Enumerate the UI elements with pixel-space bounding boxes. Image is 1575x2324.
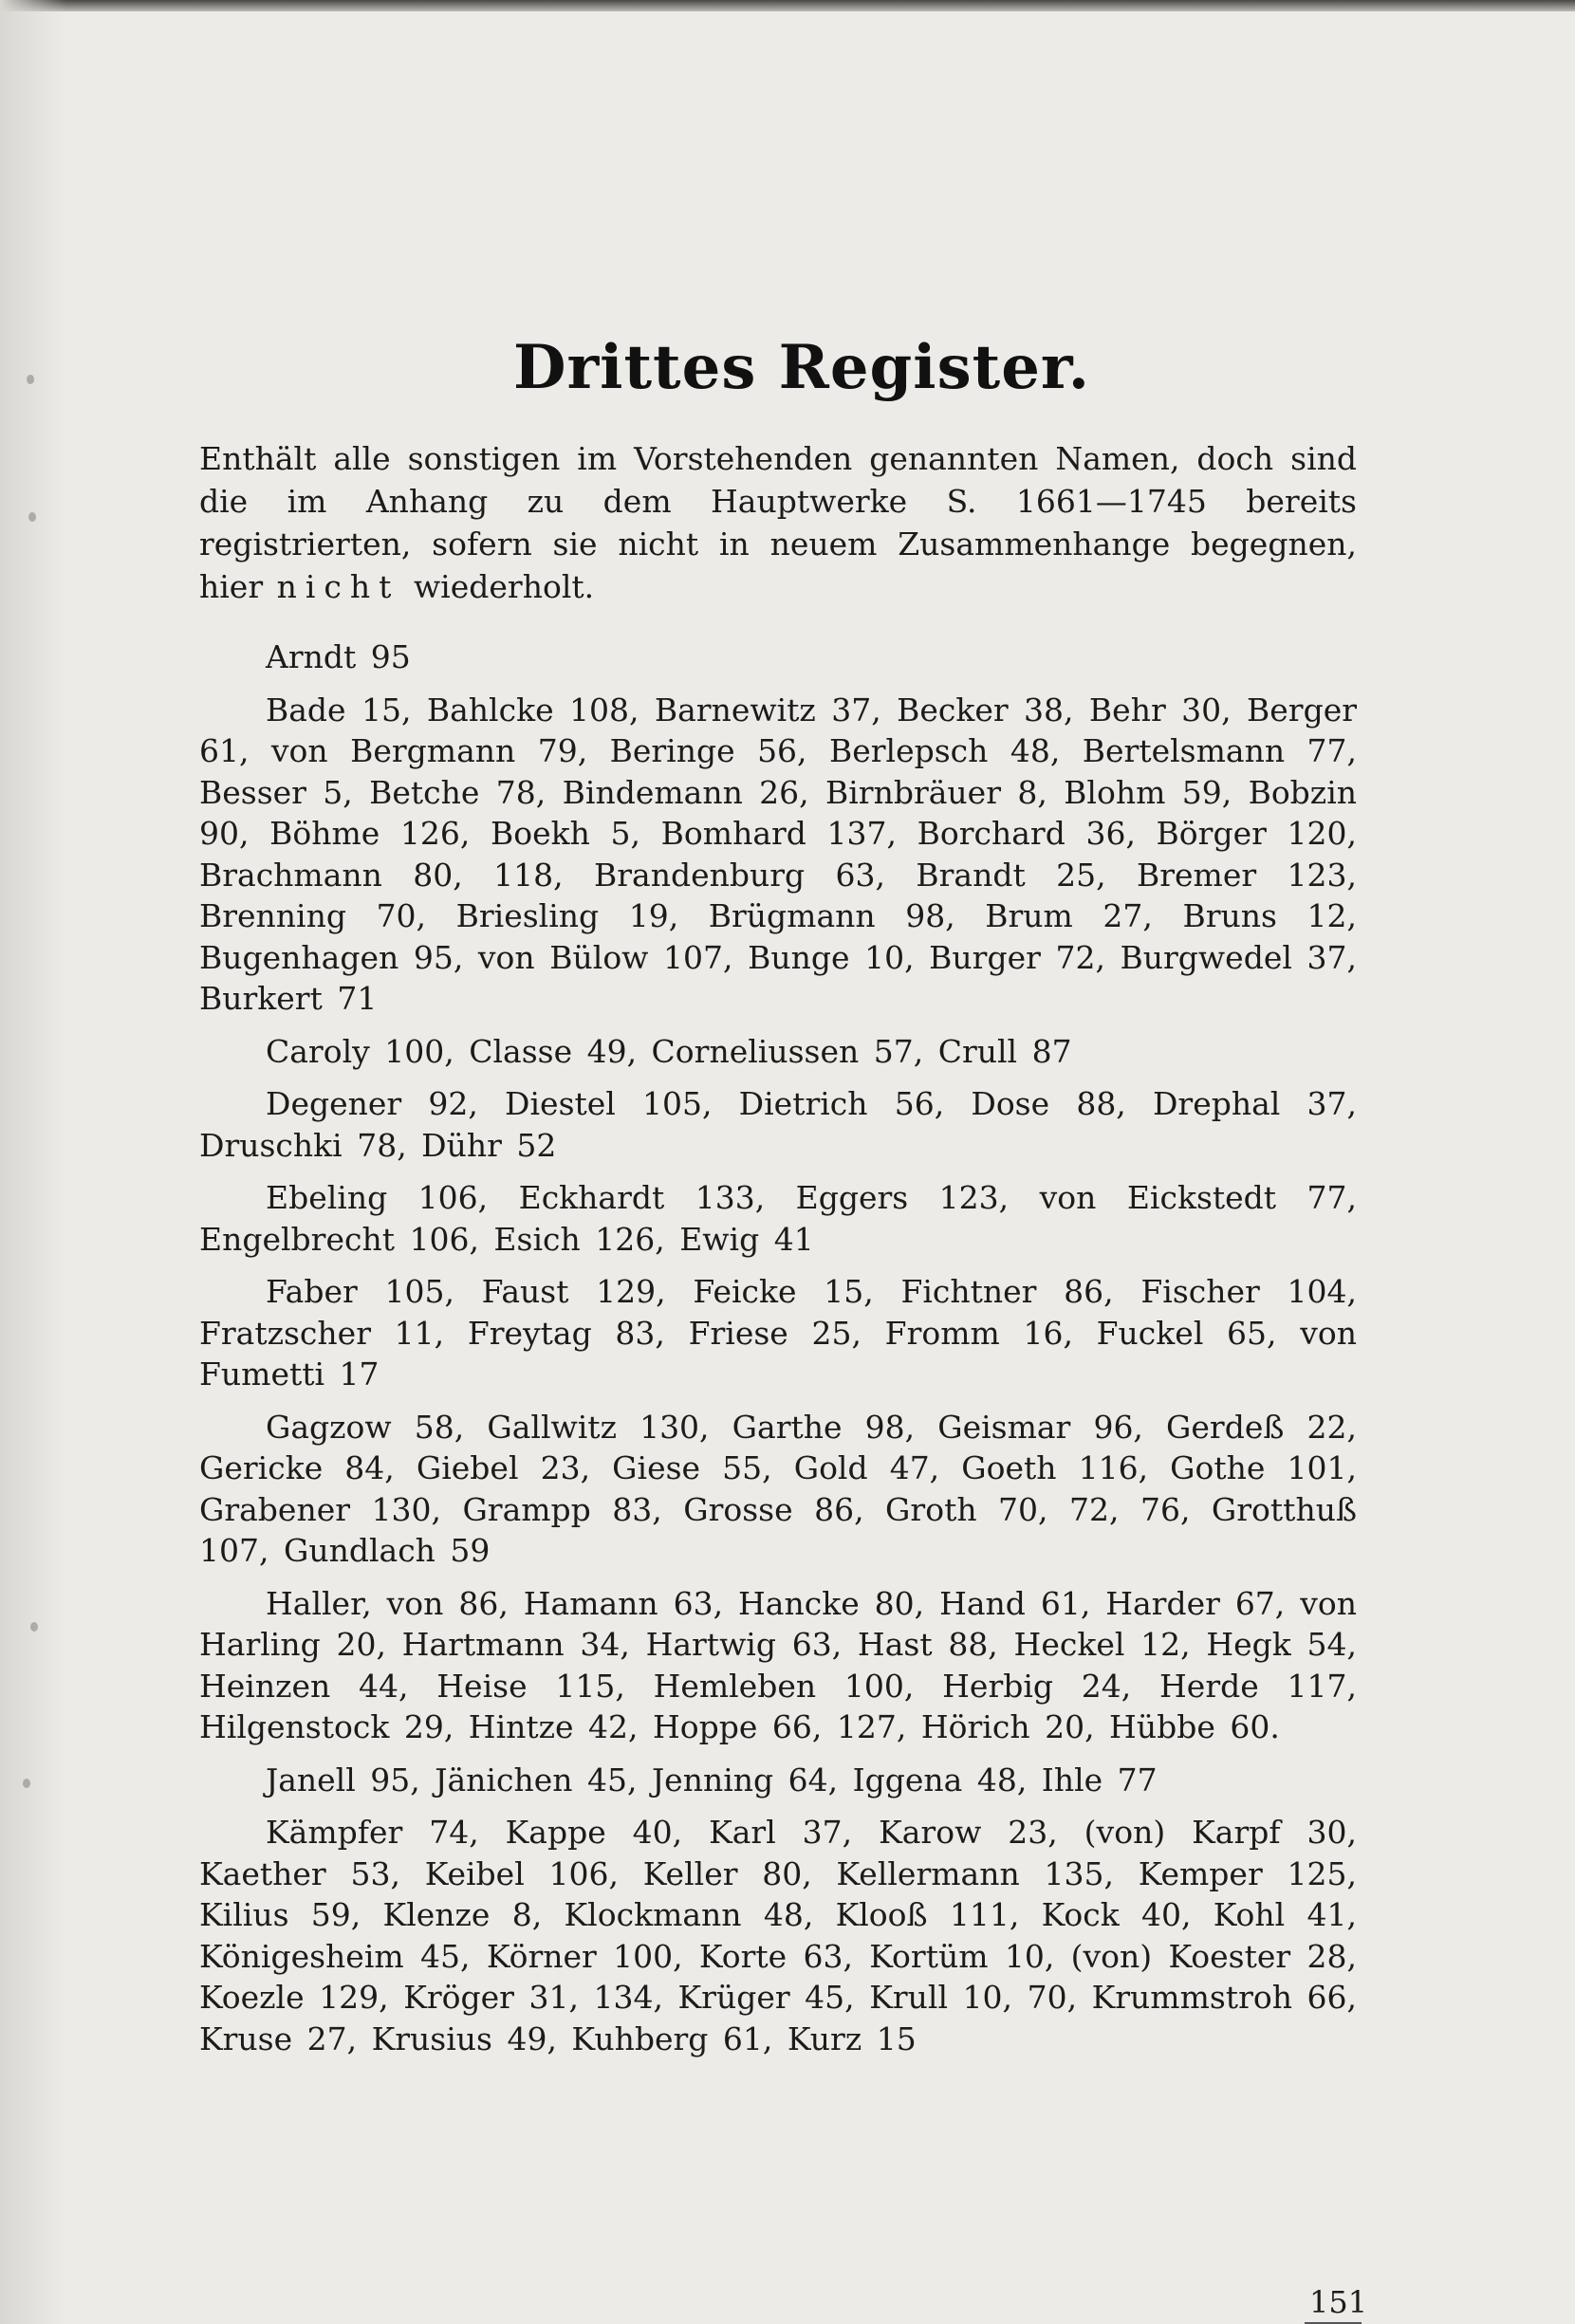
register-entry-d: Degener 92, Diestel 105, Dietrich 56, Dose 88, Drephal 37, Druschki 78, Dühr 52 bbox=[199, 1085, 1357, 1164]
intro-paragraph bbox=[199, 437, 1357, 608]
register-entry-i-j: Janell 95, Jänichen 45, Jenning 64, Iggena 48, Ihle 77 bbox=[266, 1761, 1158, 1798]
scan-gutter-shadow bbox=[0, 0, 66, 2324]
register-entry-b: Bade 15, Bahlcke 108, Barnewitz 37, Becker 38, Behr 30, Berger 61, von Bergmann 79, Beringe 56, Berlepsch 48, Bertelsmann 77, Besser 5, Betche 78, Bindemann 26, Birnbräuer 8, Blohm 59, Bobzin 90, Böhme 126, Boekh 5, Bomhard 137, Borchard 36, Börger 120, Brachmann 80, 118, Brandenburg 63, Brandt 25, Bremer 123, Brenning 70, Briesling 19, Brügmann 98, Brum 27, Bruns 12, Bugenhagen 95, von Bülow 107, Bunge 10, Burger 72, Burgwedel 37, Burkert 71 bbox=[199, 691, 1357, 1017]
page-content bbox=[199, 332, 1357, 2071]
register-entry-c: Caroly 100, Classe 49, Corneliussen 57, Crull 87 bbox=[266, 1032, 1072, 1070]
register-entry-g: Gagzow 58, Gallwitz 130, Garthe 98, Geismar 96, Gerdeß 22, Gericke 84, Giebel 23, Giese 55, Gold 47, Goeth 116, Gothe 101, Grabener 130, Grampp 83, Grosse 86, Groth 70, 72, 76, Grotthuß 107, Gundlach 59 bbox=[199, 1408, 1357, 1569]
register-entry-h: Haller, von 86, Hamann 63, Hancke 80, Hand 61, Harder 67, von Harling 20, Hartmann 34, Hartwig 63, Hast 88, Heckel 12, Hegk 54, Heinzen 44, Heise 115, Hemleben 100, Herbig 24, Herde 117, Hilgenstock 29, Hintze 42, Hoppe 66, 127, Hörich 20, Hübbe 60. bbox=[199, 1584, 1357, 1745]
intro-emphasis: nicht bbox=[276, 568, 400, 605]
paper-speck bbox=[27, 375, 34, 384]
register-entry-k: Kämpfer 74, Kappe 40, Karl 37, Karow 23, (von) Karpf 30, Kaether 53, Keibel 106, Keller 80, Kellermann 135, Kemper 125, Kilius 59, Klenze 8, Klockmann 48, Klooß 111, Kock 40, Kohl 41, Königesheim 45, Körner 100, Korte 63, Kortüm 10, (von) Koester 28, Koezle 129, Kröger 31, 134, Krüger 45, Krull 10, 70, Krummstroh 66, Kruse 27, Krusius 49, Kuhberg 61, Kurz 15 bbox=[199, 1814, 1357, 2057]
scan-top-edge bbox=[0, 0, 1575, 11]
register-entry-a: Arndt 95 bbox=[266, 638, 411, 675]
paper-speck bbox=[28, 512, 36, 522]
paper-speck bbox=[30, 1622, 38, 1632]
page-title: Drittes Register. bbox=[512, 332, 1091, 403]
register-entries bbox=[199, 636, 1357, 2059]
page-number: 151 bbox=[1309, 2284, 1368, 2320]
intro-text: Enthält alle sonstigen im Vorstehenden genannten Namen, doch sind die im Anhang zu dem Hauptwerke S. 1661—1745 bereits registrierten, sofern sie nicht in neuem Zusammenhange begegnen, hier bbox=[199, 440, 1357, 605]
register-entry-e: Ebeling 106, Eckhardt 133, Eggers 123, von Eickstedt 77, Engelbrecht 106, Esich 126, Ewig 41 bbox=[199, 1179, 1357, 1258]
register-entry-f: Faber 105, Faust 129, Feicke 15, Fichtner 86, Fischer 104, Fratzscher 11, Freytag 83, Friese 25, Fromm 16, Fuckel 65, von Fumetti 17 bbox=[199, 1273, 1357, 1393]
intro-text-end: wiederholt. bbox=[413, 568, 595, 605]
paper-speck bbox=[23, 1779, 30, 1788]
